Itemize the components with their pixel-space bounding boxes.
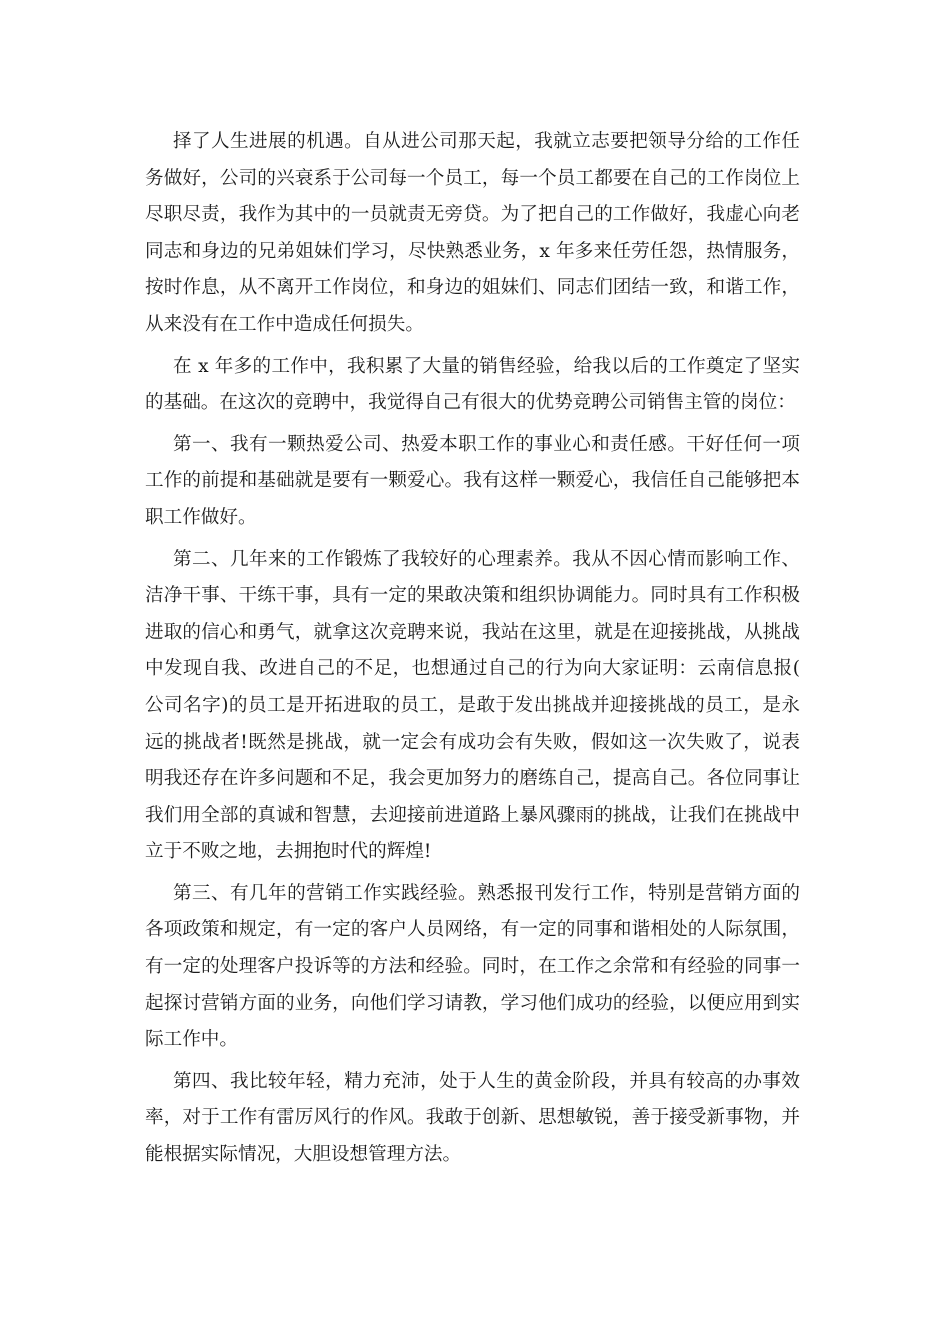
paragraph-6: 第四、我比较年轻，精力充沛，处于人生的黄金阶段，并具有较高的办事效率，对于工作有雷厉风行的作风。我敢于创新、思想敏锐，善于接受新事物，并能根据实际情况，大胆设想管理方法。 — [145, 1070, 800, 1166]
document-body — [145, 124, 800, 1179]
paragraph-4: 第二、几年来的工作锻炼了我较好的心理素养。我从不因心情而影响工作、洁净干事、干练干事，具有一定的果敢决策和组织协调能力。同时具有工作积极进取的信心和勇气，就拿这次竞聘来说，我站在这里，就是在迎接挑战，从挑战中发现自我、改进自己的不足，也想通过自己的行为向大家证明：云南信息报(公司名字)的员工是开拓进取的员工，是敢于发出挑战并迎接挑战的员工，是永远的挑战者!既然是挑战，就一定会有成功会有失败，假如这一次失败了，说表明我还存在许多问题和不足，我会更加努力的磨练自己，提高自己。各位同事让我们用全部的真诚和智慧，去迎接前进道路上暴风骤雨的挑战，让我们在挑战中立于不败之地，去拥抱时代的辉煌! — [145, 548, 800, 863]
paragraph-2: 在 x 年多的工作中，我积累了大量的销售经验，给我以后的工作奠定了坚实的基础。在这次的竞聘中，我觉得自己有很大的优势竞聘公司销售主管的岗位： — [145, 355, 800, 414]
paragraph-3: 第一、我有一颗热爱公司、热爱本职工作的事业心和责任感。干好任何一项工作的前提和基础就是要有一颗爱心。我有这样一颗爱心，我信任自己能够把本职工作做好。 — [145, 433, 800, 528]
paragraph-1: 择了人生进展的机遇。自从进公司那天起，我就立志要把领导分给的工作任务做好，公司的兴衰系于公司每一个员工，每一个员工都要在自己的工作岗位上尽职尽责，我作为其中的一员就责无旁贷。为了把自己的工作做好，我虚心向老同志和身边的兄弟姐妹们学习，尽快熟悉业务，x 年多来任劳任怨，热情服务，按时作息，从不离开工作岗位，和身边的姐妹们、同志们团结一致，和谐工作，从来没有在工作中造成任何损失。 — [145, 131, 800, 335]
paragraph-5: 第三、有几年的营销工作实践经验。熟悉报刊发行工作，特别是营销方面的各项政策和规定，有一定的客户人员网络，有一定的同事和谐相处的人际氛围，有一定的处理客户投诉等的方法和经验。同时，在工作之余常和有经验的同事一起探讨营销方面的业务，向他们学习请教，学习他们成功的经验，以便应用到实际工作中。 — [145, 882, 800, 1051]
